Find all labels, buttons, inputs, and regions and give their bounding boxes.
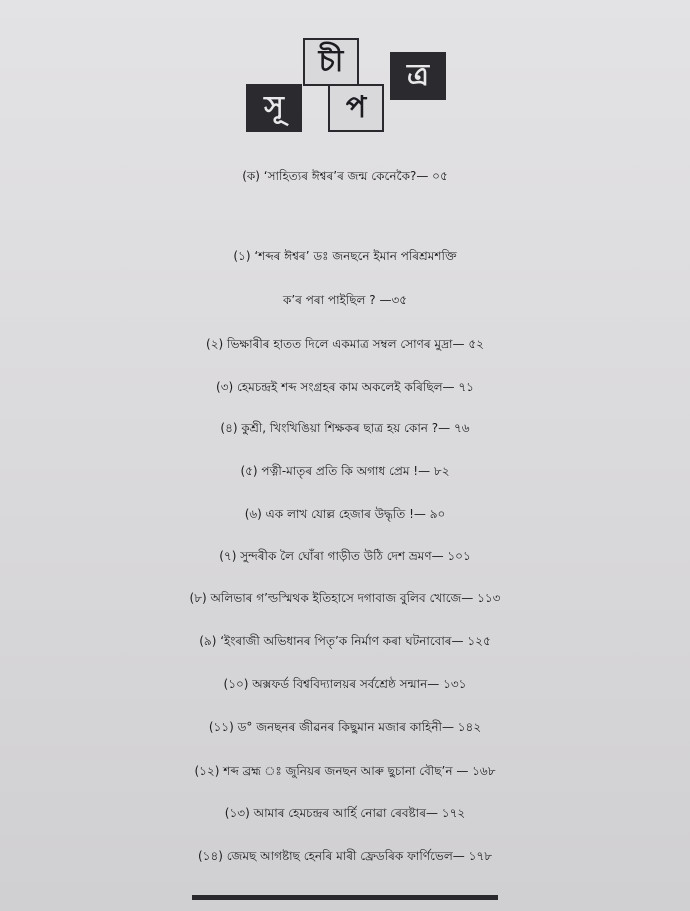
toc-entry-8: (৮) অলিভাৰ গ’ল্ডস্মিথক ইতিহাসে দগাবাজ বুলিব খোজে— ১১৩: [189, 591, 501, 605]
title-letter-4: ত্র: [390, 52, 446, 100]
toc-entry-1: (১) ‘শব্দৰ ঈশ্বৰ’ ডঃ জনছনে ইমান পৰিশ্ৰমশক্তি: [233, 249, 457, 263]
toc-entry-11: (১১) ড° জনছনৰ জীৱনৰ কিছুমান মজাৰ কাহিনী— ১৪২: [208, 720, 482, 734]
toc-entry-9: (৯) ‘ইংৰাজী অভিধানৰ পিতৃ’ক নিৰ্মাণ কৰা ঘটনাবোৰ— ১২৫: [199, 634, 491, 648]
toc-entry-10: (১০) অক্সফৰ্ড বিশ্ববিদ্যালয়ৰ সৰ্বশ্ৰেষ্ঠ সন্মান— ১৩১: [223, 677, 467, 691]
toc-entry-4: (৪) কুশ্ৰী, খিংখিঙিয়া শিক্ষকৰ ছাত্ৰ হয় কোন ?— ৭৬: [220, 421, 470, 435]
toc-entry-3: (৩) হেমচন্দ্ৰই শব্দ সংগ্ৰহৰ কাম অকলেই কৰিছিল— ৭১: [216, 380, 474, 394]
toc-entry-1-cont: ক’ৰ পৰা পাইছিল ? —৩৫: [282, 293, 408, 307]
toc-entry-2: (২) ভিক্ষাৰীৰ হাতত দিলে একমাত্ৰ সম্বল সোণৰ মুদ্ৰা— ৫২: [206, 337, 484, 351]
toc-entry-12: (১২) শব্দ ব্ৰহ্ম ঃ জুনিয়ৰ জনছন আৰু ছুচানা বৌছ’ন — ১৬৮: [194, 764, 496, 778]
bottom-rule: [192, 895, 498, 900]
title-letter-3: প: [328, 84, 384, 132]
toc-entry-7: (৭) সুন্দৰীক লৈ ঘোঁৰা গাড়ীত উঠি দেশ ভ্ৰমণ— ১০১: [219, 549, 471, 563]
title-letter-2: চী: [303, 38, 359, 86]
title-letter-1: সূ: [246, 84, 302, 132]
toc-entry-13: (১৩) আমাৰ হেমচন্দ্ৰৰ আৰ্হি নোৱা ৰেবষ্টাৰ— ১৭২: [224, 806, 466, 820]
toc-entry-6: (৬) এক লাখ যোল্ল হেজাৰ উদ্ধৃতি !— ৯০: [244, 507, 446, 521]
toc-entry-14: (১৪) জেমছ আগষ্টাছ হেনৰি মাৰী ফ্ৰেডৰিক ফাৰ্ণিভেল— ১৭৮: [198, 849, 492, 863]
contents-heading: [0, 0, 690, 140]
toc-entry-5: (৫) পত্নী-মাতৃৰ প্ৰতি কি অগাধ প্ৰেম !— ৮২: [240, 464, 450, 478]
intro-entry: (ক) ‘সাহিত্যৰ ঈশ্বৰ’ৰ জন্ম কেনেকৈ?— ০৫: [242, 169, 448, 183]
